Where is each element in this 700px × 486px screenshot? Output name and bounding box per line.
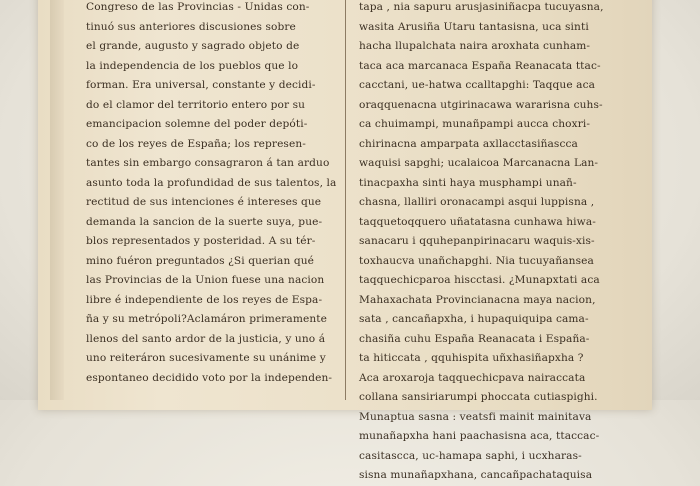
text-line: do el clamor del territorio entero por su bbox=[86, 98, 306, 111]
text-line: sata , cancañapxha, i hupaquiquipa cama- bbox=[359, 313, 589, 325]
text-line: uno reiteráron sucesivamente su unánime y bbox=[86, 352, 326, 364]
text-line: tinuó sus anteriores discusiones sobre bbox=[86, 20, 296, 33]
text-line: tantes sin embargo consagraron á tan arduo bbox=[86, 157, 330, 169]
text-line: demanda la sancion de la suerte suya, pue- bbox=[86, 215, 323, 228]
text-line: wasita Arusiña Utaru tantasisna, uca sinti bbox=[359, 20, 589, 33]
text-line: ña y su metrópoli?Aclamáron primeramente bbox=[86, 313, 327, 325]
text-line: Mahaxachata Provincianacna maya nacion, bbox=[359, 293, 596, 306]
text-line: libre é independiente de los reyes de Espa- bbox=[86, 293, 323, 306]
text-line: taca aca marcanaca España Reanacata ttac- bbox=[359, 59, 601, 72]
text-line: taqquechicparoa hiscctasi. ¿Munapxtati aca bbox=[359, 274, 600, 286]
text-line: asunto toda la profundidad de sus talentos, la bbox=[86, 176, 337, 189]
text-line: blos representados y posteridad. A su tér- bbox=[86, 235, 316, 247]
text-line: rectitud de sus intenciones é intereses que bbox=[86, 196, 322, 208]
text-line: casitascca, uc-hamapa saphi, i ucxharas- bbox=[359, 449, 582, 462]
text-line: cacctani, ue-hatwa ccalltapghi: Taqque aca bbox=[359, 79, 596, 91]
aymara-text-column bbox=[359, 0, 639, 481]
text-line: chirinacna amparpata axllacctasiñascca bbox=[359, 137, 578, 150]
text-line: llenos del santo ardor de la justicia, y uno á bbox=[86, 332, 326, 345]
text-line: sanacaru i qquhepanpirinacaru waquis-xis- bbox=[359, 235, 595, 247]
text-line: emancipacion solemne del poder depóti- bbox=[86, 118, 308, 130]
spanish-text-column bbox=[86, 0, 337, 408]
text-line: chasna, llalliri oronacampi asqui luppisna , bbox=[359, 196, 595, 208]
text-line: espontaneo decidido voto por la independen- bbox=[86, 371, 333, 384]
text-line: Munaptua sasna : veatsfi mainit mainitava bbox=[359, 410, 592, 423]
text-line: tinacpaxha sinti haya musphampi unañ- bbox=[359, 176, 577, 189]
text-line: tapa , nia sapuru arusjasiniñacpa tucuyasna, bbox=[359, 1, 604, 13]
text-line: ca chuimampi, munañpampi aucca choxri- bbox=[359, 118, 591, 130]
text-line: sisna munañapxhana, cancañpachataquisa bbox=[359, 469, 593, 481]
text-line: collana sansiriarumpi phoccata cutiaspighi. bbox=[359, 391, 598, 403]
text-line: Congreso de las Provincias - Unidas con- bbox=[86, 1, 310, 13]
text-line: el grande, augusto y sagrado objeto de bbox=[86, 40, 300, 52]
text-line: forman. Era universal, constante y decidi- bbox=[86, 79, 316, 91]
text-line: taqquetoqquero uñatatasna cunhawa hiwa- bbox=[359, 215, 596, 228]
text-line: munañapxha hani paachasisna aca, ttaccac- bbox=[359, 430, 600, 442]
text-line: waquisi sapghi; ucalaicoa Marcanacna Lan- bbox=[359, 157, 599, 169]
text-line: mino fuéron preguntados ¿Si querian qué bbox=[86, 254, 315, 267]
column-divider bbox=[345, 0, 346, 400]
text-line: ta hiticcata , qquhispita uñxhasiñapxha ? bbox=[359, 352, 584, 364]
text-line: co de los reyes de España; los represen- bbox=[86, 137, 306, 150]
text-line: hacha llupalchata naira aroxhata cunham- bbox=[359, 40, 591, 52]
text-line: oraqquenacna utgirinacawa wararisna cuhs- bbox=[359, 98, 603, 111]
text-line: la independencia de los pueblos que lo bbox=[86, 59, 299, 72]
text-line: chasiña cuhu España Reanacata i España- bbox=[359, 332, 590, 345]
text-line: Aca aroxaroja taqquechicpava nairaccata bbox=[359, 371, 586, 384]
text-line: toxhaucva unañchapghi. Nia tucuyañansea bbox=[359, 254, 594, 267]
text-line: las Provincias de la Union fuese una nacion bbox=[86, 274, 325, 286]
paper-fold-edge bbox=[50, 0, 64, 400]
